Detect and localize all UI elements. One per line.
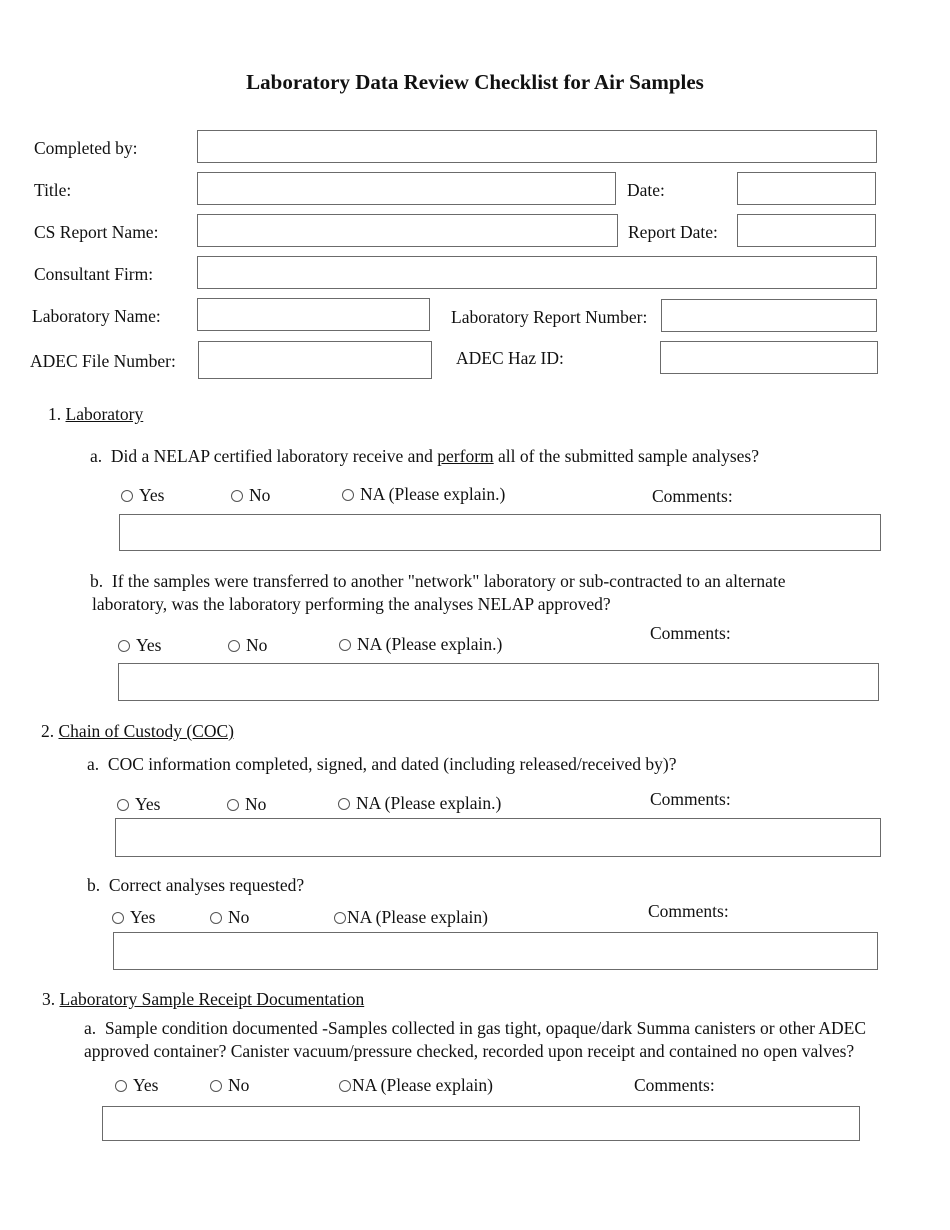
- question-letter: a.: [87, 754, 100, 774]
- consultant-firm-label: Consultant Firm:: [34, 264, 154, 284]
- q1b-yes-option[interactable]: [118, 635, 161, 656]
- q2a-na-option[interactable]: [338, 793, 501, 814]
- cs-report-name-field[interactable]: [197, 214, 618, 247]
- title-field[interactable]: [197, 172, 616, 205]
- report-date-label: Report Date:: [628, 222, 718, 242]
- radio-icon[interactable]: [118, 640, 130, 652]
- q2b-yes-option[interactable]: [112, 907, 155, 928]
- radio-icon[interactable]: [228, 640, 240, 652]
- question-text-end: all of the submitted sample analyses?: [493, 446, 760, 466]
- adec-file-number-label: ADEC File Number:: [30, 351, 176, 371]
- option-label: Yes: [136, 635, 162, 655]
- option-label: Yes: [133, 1075, 159, 1095]
- question-2a: [87, 754, 676, 775]
- date-field[interactable]: [737, 172, 876, 205]
- laboratory-name-label: Laboratory Name:: [32, 306, 161, 326]
- date-label: Date:: [627, 180, 665, 200]
- option-label: No: [249, 485, 271, 505]
- question-text: If the samples were transferred to another "network" laboratory or sub-contracted to an alternate: [111, 571, 786, 591]
- title-label: Title:: [34, 180, 72, 200]
- q3a-na-option[interactable]: [339, 1075, 493, 1096]
- section-2-heading: [41, 721, 234, 742]
- question-letter: b.: [87, 875, 101, 895]
- q2b-comments-label: Comments:: [648, 901, 729, 921]
- q1a-comments-field[interactable]: [119, 514, 881, 551]
- option-label: No: [228, 1075, 250, 1095]
- question-1b: [90, 571, 786, 592]
- adec-file-number-field[interactable]: [198, 341, 432, 379]
- option-label: NA (Please explain.): [357, 634, 503, 654]
- option-label: NA (Please explain.): [356, 793, 502, 813]
- consultant-firm-field[interactable]: [197, 256, 877, 289]
- radio-icon[interactable]: [339, 1080, 351, 1092]
- q2a-comments-field[interactable]: [115, 818, 881, 857]
- q3a-yes-option[interactable]: [115, 1075, 158, 1096]
- q2b-no-option[interactable]: [210, 907, 249, 928]
- radio-icon[interactable]: [231, 490, 243, 502]
- question-letter: a.: [90, 446, 103, 466]
- radio-icon[interactable]: [210, 912, 222, 924]
- q1a-na-option[interactable]: [342, 484, 505, 505]
- q2b-na-option[interactable]: [334, 907, 488, 928]
- laboratory-report-number-label: Laboratory Report Number:: [451, 307, 648, 327]
- q1b-comments-label: Comments:: [650, 623, 731, 643]
- option-label: Yes: [130, 907, 156, 927]
- question-letter: a.: [84, 1018, 97, 1038]
- section-title: Laboratory: [65, 404, 144, 424]
- option-label: NA (Please explain): [347, 907, 488, 927]
- section-3-heading: [42, 989, 364, 1010]
- option-label: Yes: [135, 794, 161, 814]
- question-1b-line2: laboratory, was the laboratory performing the analyses NELAP approved?: [92, 594, 611, 614]
- section-title: Laboratory Sample Receipt Documentation: [59, 989, 365, 1009]
- q1a-comments-label: Comments:: [652, 486, 733, 506]
- option-label: No: [245, 794, 267, 814]
- q1a-no-option[interactable]: [231, 485, 270, 506]
- q1b-na-option[interactable]: [339, 634, 502, 655]
- radio-icon[interactable]: [342, 489, 354, 501]
- page-title: Laboratory Data Review Checklist for Air Samples: [246, 70, 704, 94]
- q3a-comments-field[interactable]: [102, 1106, 860, 1141]
- section-number: 3.: [42, 989, 56, 1009]
- adec-haz-id-label: ADEC Haz ID:: [456, 348, 564, 368]
- question-3a: [84, 1018, 866, 1039]
- question-text: COC information completed, signed, and dated (including released/received by)?: [107, 754, 677, 774]
- report-date-field[interactable]: [737, 214, 876, 247]
- q2a-comments-label: Comments:: [650, 789, 731, 809]
- q2a-yes-option[interactable]: [117, 794, 160, 815]
- question-3a-line2: approved container? Canister vacuum/pressure checked, recorded upon receipt and contained no open valves?: [84, 1041, 855, 1061]
- question-text: Sample condition documented -Samples collected in gas tight, opaque/dark Summa canisters or other ADEC: [104, 1018, 866, 1038]
- laboratory-name-field[interactable]: [197, 298, 430, 331]
- radio-icon[interactable]: [227, 799, 239, 811]
- question-1a: [90, 446, 759, 467]
- radio-icon[interactable]: [115, 1080, 127, 1092]
- option-label: No: [246, 635, 268, 655]
- option-label: NA (Please explain.): [360, 484, 506, 504]
- option-label: NA (Please explain): [352, 1075, 493, 1095]
- option-label: No: [228, 907, 250, 927]
- question-letter: b.: [90, 571, 104, 591]
- q1b-comments-field[interactable]: [118, 663, 879, 701]
- section-title: Chain of Custody (COC): [58, 721, 234, 741]
- section-number: 1.: [48, 404, 62, 424]
- question-2b: [87, 875, 304, 896]
- radio-icon[interactable]: [121, 490, 133, 502]
- q3a-comments-label: Comments:: [634, 1075, 715, 1095]
- completed-by-label: Completed by:: [34, 138, 138, 158]
- section-number: 2.: [41, 721, 55, 741]
- completed-by-field[interactable]: [197, 130, 877, 163]
- radio-icon[interactable]: [334, 912, 346, 924]
- q2b-comments-field[interactable]: [113, 932, 878, 970]
- laboratory-report-number-field[interactable]: [661, 299, 877, 332]
- section-1-heading: [48, 404, 143, 425]
- question-text: Did a NELAP certified laboratory receive and: [110, 446, 438, 466]
- q1b-no-option[interactable]: [228, 635, 267, 656]
- question-text-underlined: perform: [437, 446, 494, 466]
- q2a-no-option[interactable]: [227, 794, 266, 815]
- cs-report-name-label: CS Report Name:: [34, 222, 159, 242]
- question-text: Correct analyses requested?: [108, 875, 305, 895]
- radio-icon[interactable]: [112, 912, 124, 924]
- radio-icon[interactable]: [339, 639, 351, 651]
- radio-icon[interactable]: [210, 1080, 222, 1092]
- radio-icon[interactable]: [117, 799, 129, 811]
- adec-haz-id-field[interactable]: [660, 341, 878, 374]
- radio-icon[interactable]: [338, 798, 350, 810]
- q3a-no-option[interactable]: [210, 1075, 249, 1096]
- option-label: Yes: [139, 485, 165, 505]
- q1a-yes-option[interactable]: [121, 485, 164, 506]
